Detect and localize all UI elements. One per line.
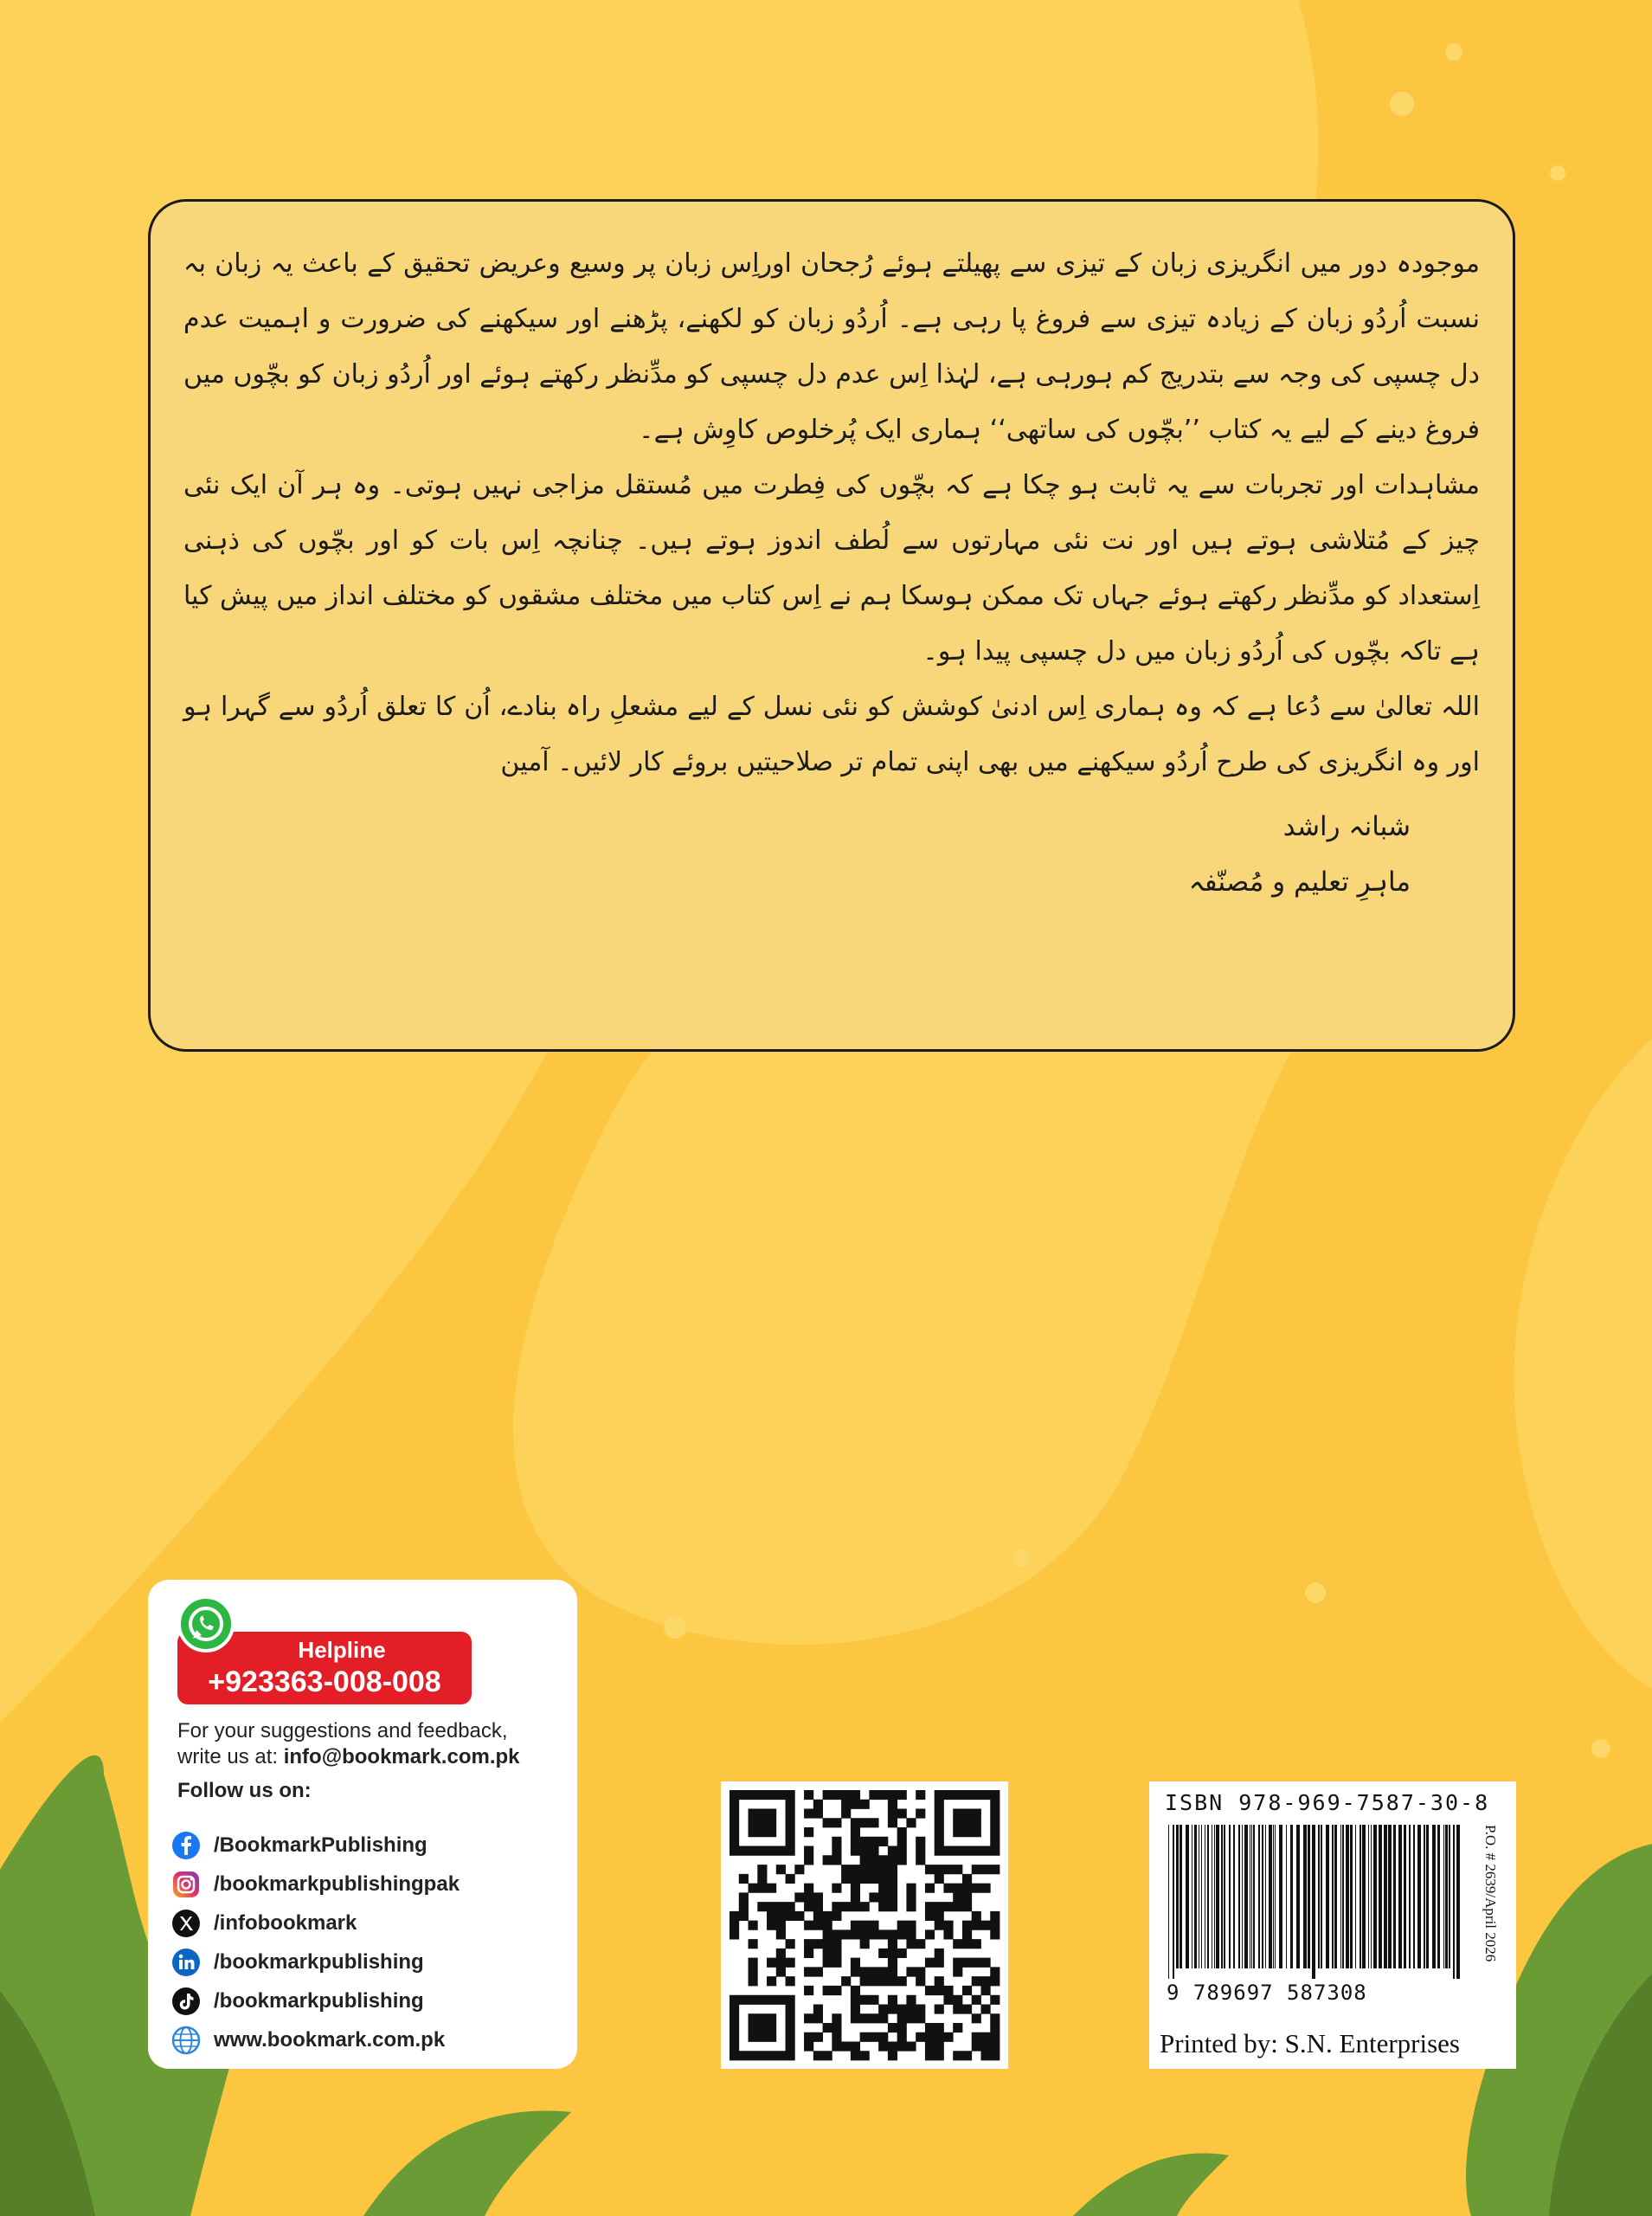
feedback-prefix: write us at: xyxy=(177,1745,284,1768)
qr-code-graphic xyxy=(721,1781,1008,2069)
printed-by: Printed by: S.N. Enterprises xyxy=(1160,2028,1460,2058)
social-list xyxy=(170,1826,569,2059)
social-handle: /bookmarkpublishing xyxy=(214,1988,424,2013)
barcode-digits: 9 789697 587308 xyxy=(1167,1981,1367,2005)
urdu-paragraph-2: مشاہدات اور تجربات سے یہ ثابت ہو چکا ہے کہ بچّوں کی فِطرت میں مُستقل مزاجی نہیں ہوتی۔ وہ ہر آن ایک نئی چیز کے مُتلاشی ہوتے ہیں اور نت نئی مہارتوں سے لُطف اندوز ہوتے ہیں۔ چنانچہ اِس بات کو اور بچّوں کی ذہنی اِستعداد کو مدِّنظر رکھتے ہوئے جہاں تک ممکن ہوسکا ہم نے اِس کتاب میں مختلف مشقوں کو مختلف انداز میں پیش کیا ہے تاکہ بچّوں کی اُردُو زبان میں دل چسپی پیدا ہو۔ xyxy=(183,470,1480,667)
author-title: ماہرِ تعلیم و مُصنّفہ xyxy=(1188,866,1411,898)
social-handle: /bookmarkpublishingpak xyxy=(214,1871,460,1896)
social-instagram[interactable] xyxy=(170,1865,569,1904)
background-bubble xyxy=(664,1616,686,1639)
social-website[interactable] xyxy=(170,2020,569,2059)
social-handle: /bookmarkpublishing xyxy=(214,1949,424,1974)
follow-label: Follow us on: xyxy=(177,1779,312,1802)
background-bubble xyxy=(1445,43,1462,61)
globe-icon xyxy=(170,2025,202,2056)
feedback-line-1: For your suggestions and feedback, xyxy=(177,1719,508,1743)
social-x[interactable] xyxy=(170,1904,569,1942)
urdu-paragraph-1: موجودہ دور میں انگریزی زبان کے تیزی سے پھیلتے ہوئے رُجحان اوراِس زبان پر وسیع وعریض تحقیق کے باعث یہ زبان بہ نسبت اُردُو زبان کے زیادہ تیزی سے فروغ پا رہی ہے۔ اُردُو زبان کو لکھنے، پڑھنے اور سیکھنے کی ضرورت و اہمیت عدم دل چسپی کی وجہ سے بتدریج کم ہورہی ہے، لہٰذا اِس عدم دل چسپی کو مدِّنظر رکھتے ہوئے اور اُردُو زبان کو بچّوں میں فروغ دینے کے لیے یہ کتاب ’’بچّوں کی ساتھی‘‘ ہماری ایک پُرخلوص کاوِش ہے۔ xyxy=(183,248,1480,445)
background-bubble xyxy=(1012,1549,1030,1567)
linkedin-icon xyxy=(170,1947,202,1978)
tiktok-icon xyxy=(170,1986,202,2017)
helpline-label: Helpline xyxy=(298,1637,386,1663)
social-linkedin[interactable] xyxy=(170,1942,569,1981)
feedback-email[interactable]: info@bookmark.com.pk xyxy=(283,1745,520,1768)
urdu-paragraph-3: اللہ تعالیٰ سے دُعا ہے کہ وہ ہماری اِس ادنیٰ کوشش کو نئی نسل کے لیے مشعلِ راہ بنادے، اُن کا تعلق اُردُو سے گہرا ہو اور وہ انگریزی کی طرح اُردُو سیکھنے میں بھی اپنی تمام تر صلاحیتیں بروئے کار لائیں۔ آمین xyxy=(183,692,1480,777)
feedback-text xyxy=(177,1718,558,1770)
urdu-text-panel xyxy=(148,199,1515,1052)
social-handle: /BookmarkPublishing xyxy=(214,1833,427,1857)
author-name: شبانہ راشد xyxy=(1282,811,1411,842)
helpline-number: +923363-008-008 xyxy=(208,1665,441,1698)
x-icon xyxy=(170,1908,202,1939)
contact-card xyxy=(148,1580,577,2069)
barcode-block xyxy=(1149,1781,1516,2069)
qr-modules xyxy=(730,1790,1000,2060)
social-tiktok[interactable] xyxy=(170,1981,569,2020)
whatsapp-icon xyxy=(177,1595,235,1652)
social-handle: www.bookmark.com.pk xyxy=(214,2027,446,2052)
feedback-line-2 xyxy=(177,1744,558,1770)
background-bubble xyxy=(1550,165,1565,181)
instagram-icon xyxy=(170,1869,202,1900)
background-bubble xyxy=(1390,92,1414,116)
social-facebook[interactable] xyxy=(170,1826,569,1865)
social-handle: /infobookmark xyxy=(214,1910,357,1935)
qr-code[interactable] xyxy=(721,1781,1008,2069)
isbn-text: ISBN 978-969-7587-30-8 xyxy=(1165,1790,1490,1815)
background-bubble xyxy=(1591,1739,1610,1758)
background-bubble xyxy=(1305,1582,1326,1603)
barcode-bars xyxy=(1168,1825,1460,1979)
barcode-graphic xyxy=(1165,1825,1463,1979)
facebook-icon xyxy=(170,1830,202,1861)
po-number: P.O. # 2639/April 2026 xyxy=(1482,1825,1499,1962)
